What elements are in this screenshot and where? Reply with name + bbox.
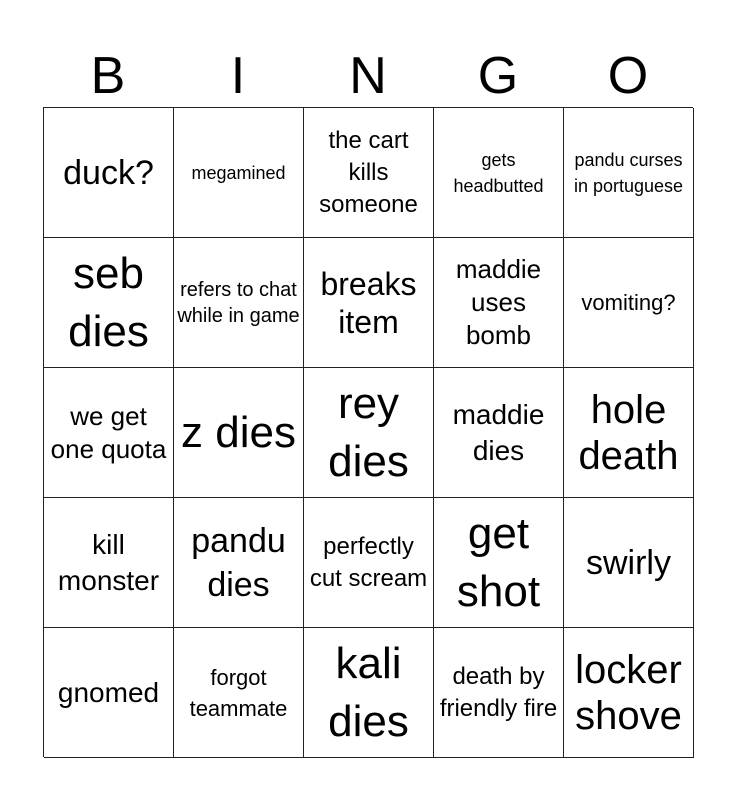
cell-text: kali dies [328, 638, 409, 746]
bingo-cell-r2c4[interactable] [434, 238, 564, 368]
bingo-cell-r5c2[interactable] [174, 628, 304, 758]
cell-text: forgot teammate [189, 664, 288, 721]
cell-text: swirly [586, 543, 671, 582]
bingo-cell-r1c3[interactable] [304, 108, 434, 238]
cell-text: perfectly cut scream [309, 532, 428, 592]
cell-text: duck? [63, 153, 154, 192]
cell-text: vomiting? [581, 290, 676, 315]
bingo-cell-r4c3[interactable] [304, 498, 434, 628]
cell-text: pandu curses in portuguese [573, 149, 684, 196]
bingo-cell-r2c2[interactable] [174, 238, 304, 368]
bingo-cell-r4c1[interactable] [44, 498, 174, 628]
cell-text: the cart kills someone [319, 126, 418, 218]
cell-text: get shot [456, 508, 541, 616]
bingo-cell-r1c1[interactable] [44, 108, 174, 238]
bingo-cell-r3c2[interactable] [174, 368, 304, 498]
cell-text: refers to chat while in game [177, 278, 300, 327]
bingo-grid [43, 107, 693, 757]
cell-text: hole death [578, 387, 679, 478]
cell-text: we get one quota [50, 400, 167, 464]
cell-text: breaks item [320, 265, 417, 340]
cell-text: megamined [191, 162, 286, 183]
cell-text: maddie dies [452, 398, 545, 466]
cell-text: maddie uses bomb [455, 254, 542, 350]
bingo-cell-r1c5[interactable] [564, 108, 694, 238]
cell-text: rey dies [328, 378, 409, 486]
bingo-cell-r5c3[interactable] [304, 628, 434, 758]
header-letter-i: I [230, 47, 246, 105]
bingo-cell-r3c1[interactable] [44, 368, 174, 498]
cell-text: gets headbutted [453, 149, 544, 196]
cell-text: locker shove [575, 647, 682, 738]
bingo-cell-r4c2[interactable] [174, 498, 304, 628]
bingo-cell-r5c1[interactable] [44, 628, 174, 758]
bingo-header [43, 44, 693, 108]
header-letter-b: B [90, 47, 126, 105]
cell-text: death by friendly fire [439, 662, 558, 722]
header-letter-n: N [349, 47, 387, 105]
cell-text: seb dies [68, 248, 149, 356]
bingo-cell-r2c5[interactable] [564, 238, 694, 368]
bingo-cell-r1c4[interactable] [434, 108, 564, 238]
bingo-cell-r2c1[interactable] [44, 238, 174, 368]
cell-text: pandu dies [191, 521, 286, 604]
cell-text: z dies [181, 407, 296, 457]
bingo-cell-r5c5[interactable] [564, 628, 694, 758]
header-letter-g: G [477, 47, 519, 105]
bingo-cell-r5c4[interactable] [434, 628, 564, 758]
header-letter-o: O [607, 47, 649, 105]
cell-text: kill monster [57, 528, 160, 596]
bingo-cell-r4c4[interactable] [434, 498, 564, 628]
bingo-cell-r2c3[interactable] [304, 238, 434, 368]
bingo-cell-r1c2[interactable] [174, 108, 304, 238]
cell-text: gnomed [57, 676, 160, 708]
bingo-cell-r3c4[interactable] [434, 368, 564, 498]
bingo-cell-r3c5[interactable] [564, 368, 694, 498]
bingo-cell-r4c5[interactable] [564, 498, 694, 628]
bingo-cell-r3c3[interactable] [304, 368, 434, 498]
